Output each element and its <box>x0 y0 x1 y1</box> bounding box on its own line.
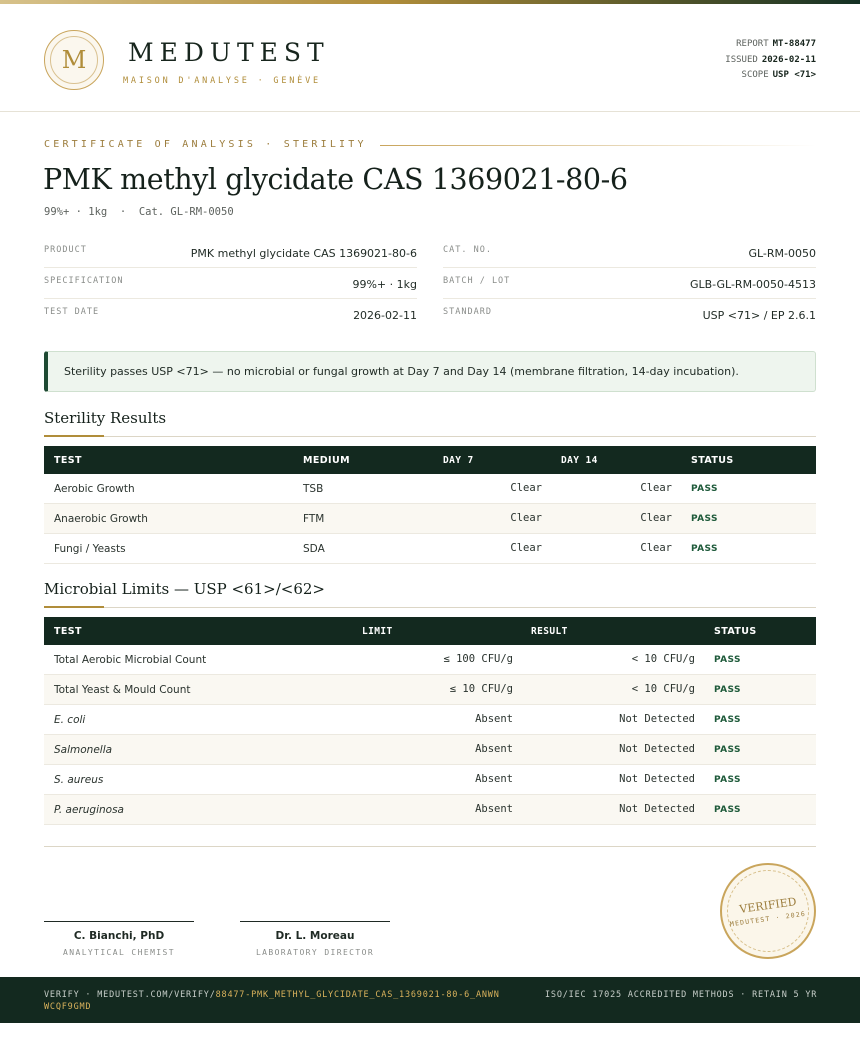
brand-name: MEDUTEST <box>128 38 330 67</box>
table-row <box>44 504 816 534</box>
seal-subtext: MEDUTEST · 2026 <box>729 909 807 929</box>
section-divider <box>44 436 816 437</box>
cell-day7: Clear <box>510 482 542 494</box>
info-label: PRODUCT <box>44 245 87 255</box>
verify-text <box>44 989 504 1013</box>
cell-day14: Clear <box>640 482 672 494</box>
col-limit: LIMIT <box>362 626 393 637</box>
header <box>0 4 860 112</box>
table-row <box>44 675 816 705</box>
table-row <box>44 534 816 564</box>
cell-result: Not Detected <box>619 803 695 815</box>
status-badge: PASS <box>714 655 741 665</box>
signatory-name: Dr. L. Moreau <box>275 930 355 942</box>
col-result: RESULT <box>531 626 568 637</box>
cell-test: Total Yeast & Mould Count <box>54 684 191 696</box>
info-row-product <box>44 237 417 268</box>
scope: SCOPE USP <71> <box>741 70 816 80</box>
certificate-eyebrow: CERTIFICATE OF ANALYSIS · STERILITY <box>44 139 367 150</box>
page-title: PMK methyl glycidate CAS 1369021-80-6 <box>43 163 628 196</box>
status-badge: PASS <box>691 544 718 554</box>
info-value: USP <71> / EP 2.6.1 <box>702 309 816 322</box>
table-row <box>44 735 816 765</box>
report-number: REPORT MT-88477 <box>736 39 816 49</box>
eyebrow-divider <box>380 145 816 146</box>
col-day14: DAY 14 <box>561 455 598 466</box>
logo-monogram: M <box>50 36 98 84</box>
cell-medium: FTM <box>303 513 325 525</box>
info-label: TEST DATE <box>44 307 100 317</box>
info-value: PMK methyl glycidate CAS 1369021-80-6 <box>190 247 417 260</box>
issue-date: ISSUED 2026-02-11 <box>725 54 816 65</box>
cell-result: < 10 CFU/g <box>631 653 695 665</box>
table-row <box>44 765 816 795</box>
info-row-test-date <box>44 299 417 330</box>
table-header <box>44 446 816 474</box>
col-status: STATUS <box>691 455 734 466</box>
signature-director <box>240 921 390 957</box>
cell-limit: Absent <box>475 803 513 815</box>
verify-prefix: VERIFY · MEDUTEST.COM/VERIFY/ <box>44 990 216 1000</box>
cell-result: Not Detected <box>619 743 695 755</box>
cell-test: Aerobic Growth <box>54 483 135 495</box>
cell-day7: Clear <box>510 512 542 524</box>
cell-test: Anaerobic Growth <box>54 513 148 525</box>
status-badge: PASS <box>714 775 741 785</box>
status-badge: PASS <box>714 715 741 725</box>
cell-medium: SDA <box>303 543 325 555</box>
logo-seal <box>44 30 104 90</box>
status-badge: PASS <box>714 805 741 815</box>
cell-result: < 10 CFU/g <box>631 683 695 695</box>
section-divider <box>44 607 816 608</box>
page-subtitle: 99%+ · 1kg · Cat. GL-RM-0050 <box>44 206 234 218</box>
cell-day14: Clear <box>640 542 672 554</box>
signatory-role: LABORATORY DIRECTOR <box>255 948 375 957</box>
info-row-cat-no <box>443 237 816 268</box>
status-badge: PASS <box>691 514 718 524</box>
cell-limit: Absent <box>475 713 513 725</box>
cell-test: E. coli <box>54 714 86 726</box>
cell-limit: ≤ 100 CFU/g <box>443 653 513 665</box>
table-header <box>44 617 816 645</box>
signatory-role: ANALYTICAL CHEMIST <box>63 948 175 957</box>
sterility-notice <box>44 351 816 392</box>
cell-result: Not Detected <box>619 713 695 725</box>
cell-result: Not Detected <box>619 773 695 785</box>
info-value: GL-RM-0050 <box>748 247 816 260</box>
microbial-section-title: Microbial Limits — USP <61>/<62> <box>44 580 325 598</box>
signature-divider <box>44 846 816 847</box>
sterility-table <box>44 446 816 564</box>
verify-link[interactable]: 88477-PMK_METHYL_GLYCIDATE_CAS_1369021-80-6_ANWNWCQF9GMD <box>44 990 500 1012</box>
cell-test: Salmonella <box>54 744 113 756</box>
cell-test: P. aeruginosa <box>54 804 124 816</box>
accreditation-note: ISO/IEC 17025 ACCREDITED METHODS · RETAIN 5 YR <box>545 990 818 1000</box>
col-medium: MEDIUM <box>303 455 350 466</box>
seal-text: VERIFIED <box>738 895 798 916</box>
info-value: 99%+ · 1kg <box>352 278 417 291</box>
cell-limit: ≤ 10 CFU/g <box>449 683 513 695</box>
cell-day14: Clear <box>640 512 672 524</box>
col-status: STATUS <box>714 626 757 637</box>
info-label: BATCH / LOT <box>443 276 511 286</box>
table-row <box>44 645 816 675</box>
verified-seal <box>720 863 816 959</box>
table-row <box>44 705 816 735</box>
info-label: SPECIFICATION <box>44 276 124 286</box>
footer <box>0 977 860 1023</box>
report-meta <box>725 37 816 84</box>
brand-tagline: MAISON D'ANALYSE · GENÈVE <box>123 76 321 86</box>
status-badge: PASS <box>714 745 741 755</box>
info-value: GLB-GL-RM-0050-4513 <box>689 278 816 291</box>
notice-text: Sterility passes USP <71> — no microbial or fungal growth at Day 7 and Day 14 (membrane filtration, 14-day incubation). <box>64 365 739 378</box>
info-row-standard <box>443 299 816 330</box>
microbial-table <box>44 617 816 825</box>
info-row-specification <box>44 268 417 299</box>
col-day7: DAY 7 <box>443 455 474 466</box>
section-accent <box>44 606 104 608</box>
info-column-left <box>44 237 417 330</box>
table-row <box>44 474 816 504</box>
info-label: CAT. NO. <box>443 245 492 255</box>
cell-test: Fungi / Yeasts <box>54 543 126 555</box>
info-value: 2026-02-11 <box>353 309 417 322</box>
cell-limit: Absent <box>475 773 513 785</box>
cell-test: Total Aerobic Microbial Count <box>54 654 207 666</box>
status-badge: PASS <box>714 685 741 695</box>
table-row <box>44 795 816 825</box>
section-accent <box>44 435 104 437</box>
signatory-name: C. Bianchi, PhD <box>73 930 165 942</box>
cell-limit: Absent <box>475 743 513 755</box>
col-test: TEST <box>54 455 82 466</box>
status-badge: PASS <box>691 484 718 494</box>
cell-medium: TSB <box>303 483 324 495</box>
cell-test: S. aureus <box>54 774 104 786</box>
signature-chemist <box>44 921 194 957</box>
cell-day7: Clear <box>510 542 542 554</box>
info-row-batch <box>443 268 816 299</box>
col-test: TEST <box>54 626 82 637</box>
sterility-section-title: Sterility Results <box>44 409 167 427</box>
info-column-right <box>443 237 816 330</box>
info-label: STANDARD <box>443 307 492 317</box>
